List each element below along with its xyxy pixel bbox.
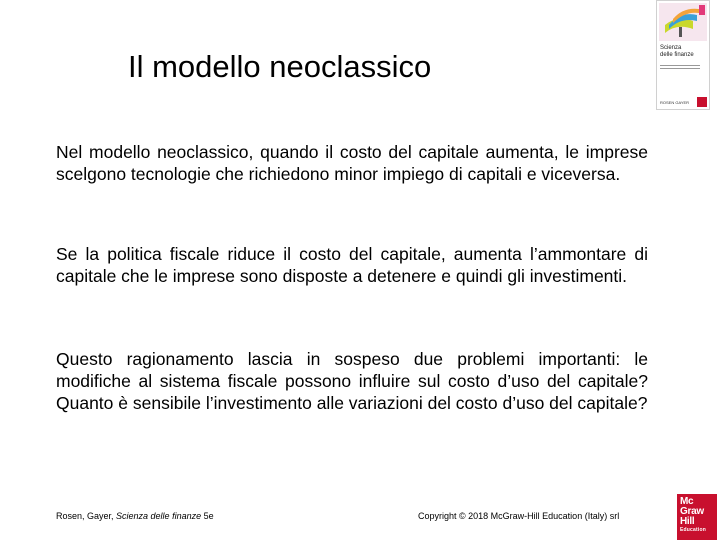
cover-chart-graphic (659, 3, 707, 41)
logo-line-1: Mc (680, 496, 694, 507)
logo-line-3: Hill (680, 516, 695, 527)
footer-copyright: Copyright © 2018 McGraw-Hill Education (Italy) srl (418, 511, 620, 521)
cover-title (660, 45, 708, 59)
paragraph-2: Se la politica fiscale riduce il costo del capitale, aumenta l’ammontare di capitale che le imprese sono disposte a detenere e quindi gli investimenti. (56, 244, 648, 286)
cover-title-line-2: delle finanze (660, 52, 694, 58)
cover-authors: ROSEN GAYER (660, 100, 690, 105)
footer-book-title: Scienza delle finanze (116, 511, 202, 521)
book-cover-thumbnail (656, 0, 710, 110)
footer-authors: Rosen, Gayer, (56, 511, 117, 521)
cover-title-line-1: Scienza (660, 45, 682, 51)
cover-publisher-logo (697, 97, 707, 107)
logo-line-2: Graw (680, 506, 704, 517)
cover-subtitle-lines (660, 65, 700, 71)
slide-title: Il modello neoclassico (128, 49, 432, 84)
footer-edition: 5e (201, 511, 214, 521)
mcgraw-hill-education-logo (677, 494, 717, 540)
logo-line-4: Education (680, 527, 706, 533)
paragraph-1: Nel modello neoclassico, quando il costo del capitale aumenta, le imprese scelgono tecnologie che richiedono minor impiego di capitali e viceversa. (56, 142, 648, 184)
footer-citation (56, 510, 214, 522)
paragraph-3: Questo ragionamento lascia in sospeso due problemi importanti: le modifiche al sistema fiscale possono influire sul costo d’uso del capitale? Quanto è sensibile l’investimento alle variazioni del costo d’uso del capitale? (56, 349, 648, 413)
